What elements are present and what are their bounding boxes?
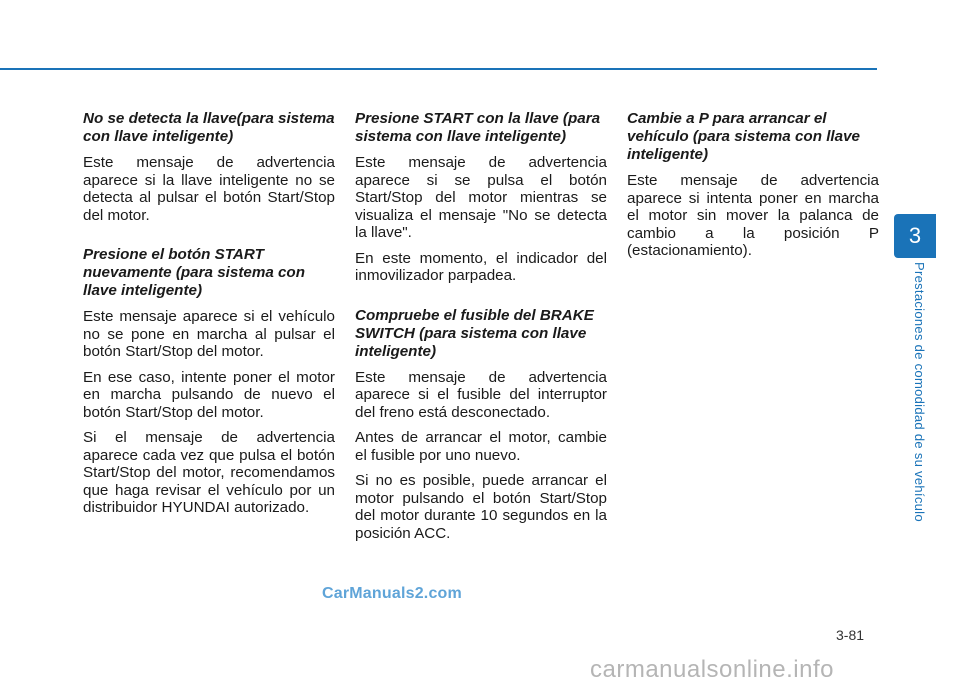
watermark-carmanuals2: CarManuals2.com — [322, 585, 462, 602]
chapter-number-tab: 3 — [894, 214, 936, 258]
column-1 — [83, 110, 335, 539]
section-paragraph: En ese caso, intente poner el motor en marcha pulsando de nuevo el botón Start/Stop del motor. — [83, 368, 335, 421]
section-heading: Presione START con la llave (para sistema con llave inteligente) — [355, 110, 601, 145]
section-paragraph: Este mensaje aparece si el vehículo no se pone en marcha al pulsar el botón Start/Stop del motor. — [83, 308, 335, 360]
watermark-carmanualsonline: carmanualsonline.info — [590, 656, 834, 683]
section-paragraph: Este mensaje de advertencia aparece si intenta poner en marcha el motor sin mover la palanca de cambio a la posición P (estacionamiento). — [627, 172, 879, 259]
section-paragraph: Este mensaje de advertencia aparece si la llave inteligente no se detecta al pulsar el botón Start/Stop del motor. — [83, 154, 335, 224]
section-heading: Cambie a P para arrancar el vehículo (para sistema con llave inteligente) — [627, 110, 860, 163]
section-key-not-detected — [83, 110, 335, 224]
chapter-side-title: Prestaciones de comodidad de su vehículo — [912, 262, 927, 522]
section-heading: No se detecta la llave(para sistema con llave inteligente) — [83, 110, 335, 145]
header-rule — [0, 68, 877, 70]
column-2 — [355, 110, 607, 564]
section-check-brake-switch-fuse — [355, 307, 607, 543]
section-paragraph: En este momento, el indicador del inmovilizador parpadea. — [355, 249, 607, 284]
section-shift-to-p — [627, 110, 879, 260]
section-heading: Presione el botón START nuevamente (para sistema con llave inteligente) — [83, 246, 305, 299]
column-3 — [627, 110, 879, 282]
section-heading: Compruebe el fusible del BRAKE SWITCH (para sistema con llave inteligente) — [355, 306, 594, 360]
section-paragraph: Este mensaje de advertencia aparece si el fusible del interruptor del freno está desconectado. — [355, 368, 607, 421]
section-paragraph: Este mensaje de advertencia aparece si se pulsa el botón Start/Stop del motor mientras se visualiza el mensaje "No se detecta la llave". — [355, 154, 607, 241]
section-press-start-again — [83, 246, 335, 517]
section-paragraph: Antes de arrancar el motor, cambie el fusible por uno nuevo. — [355, 429, 607, 464]
section-press-start-with-key — [355, 110, 607, 285]
section-paragraph: Si el mensaje de advertencia aparece cada vez que pulsa el botón Start/Stop del motor, recomendamos que haga revisar el vehículo por un distribuidor HYUNDAI autorizado. — [83, 429, 335, 516]
page-number: 3-81 — [836, 627, 865, 643]
section-paragraph: Si no es posible, puede arrancar el motor pulsando el botón Start/Stop del motor durante 10 segundos en la posición ACC. — [355, 472, 607, 542]
